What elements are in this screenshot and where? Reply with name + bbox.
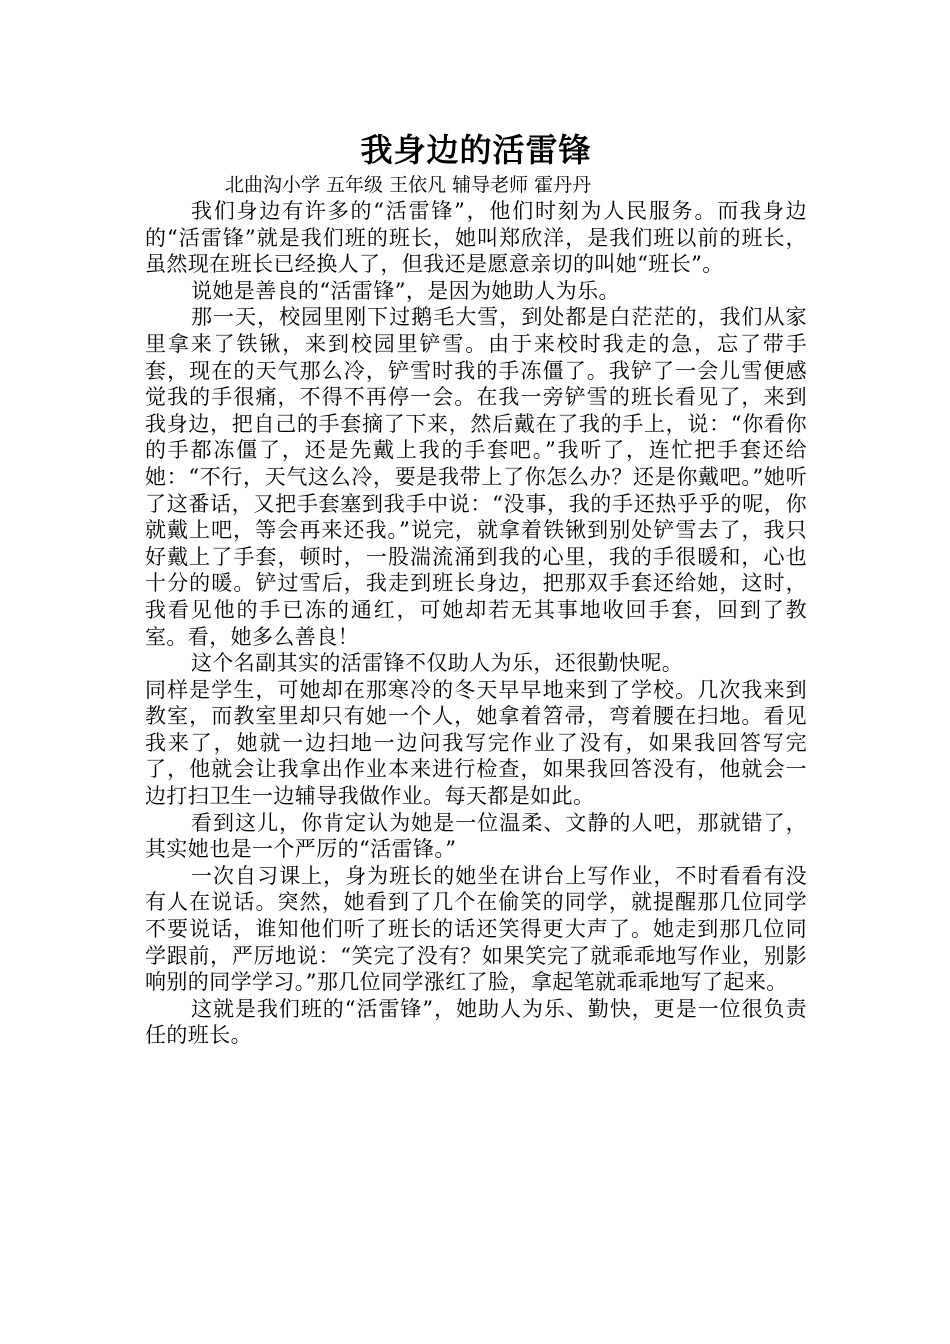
- paragraph-conclusion: 这就是我们班的“活雷锋”，她助人为乐、勤快，更是一位很负责任的班长。: [145, 996, 807, 1048]
- author-byline: 北曲沟小学 五年级 王依凡 辅导老师 霍丹丹: [225, 174, 592, 196]
- document-title: 我身边的活雷锋: [360, 131, 592, 169]
- paragraph-intro: 我们身边有许多的“活雷锋”，他们时刻为人民服务。而我身边的“活雷锋”就是我们班的班长，她叫郑欣洋，是我们班以前的班长，虽然现在班长已经换人了，但我还是愿意亲切的叫她“班长”。: [145, 199, 807, 277]
- document-page: [145, 128, 807, 1049]
- paragraph-diligent: 这个名副其实的活雷锋不仅助人为乐，还很勤快呢。: [191, 651, 684, 676]
- paragraph-snow-story: 那一天，校园里刚下过鹅毛大雪，到处都是白茫茫的，我们从家里拿来了铁锹，来到校园里铲雪。由于来校时我走的急，忘了带手套，现在的天气那么冷，铲雪时我的手冻僵了。我铲了一会儿雪便感觉我的手很痛，不得不再停一会。在我一旁铲雪的班长看见了，来到我身边，把自己的手套摘了下来，然后戴在了我的手上，说：“你看你的手都冻僵了，还是先戴上我的手套吧。”我听了，连忙把手套还给她：“不行，天气这么冷，要是我带上了你怎么办？还是你戴吧。”她听了这番话，又把手套塞到我手中说：“没事，我的手还热乎乎的呢，你就戴上吧，等会再来还我。”说完，就拿着铁锹到别处铲雪去了，我只好戴上了手套，顿时，一股湍流涌到我的心里，我的手很暖和，心也十分的暖。铲过雪后，我走到班长身边，把那双手套还给她，这时，我看见他的手已冻的通红，可她却若无其事地收回手套，回到了教室。看，她多么善良！: [145, 305, 807, 649]
- paragraph-study-hall: 一次自习课上，身为班长的她坐在讲台上写作业，不时看看有没有人在说话。突然，她看到了几个在偷笑的同学，就提醒那几位同学不要说话，谁知他们听了班长的话还笑得更大声了。她走到那几位同学跟前，严厉地说：“笑完了没有？如果笑完了就乖乖地写作业，别影响别的同学学习。”那几位同学涨红了脸，拿起笔就乖乖地写了起来。: [145, 863, 807, 995]
- paragraph-early-arrival: 同样是学生，可她却在那寒冷的冬天早早地来到了学校。几次我来到教室，而教室里却只有她一个人，她拿着笤帚，弯着腰在扫地。看见我来了，她就一边扫地一边问我写完作业了没有，如果我回答写完了，他就会让我拿出作业本来进行检查，如果我回答没有，他就会一边打扫卫生一边辅导我做作业。每天都是如此。: [145, 677, 807, 809]
- paragraph-strict: 看到这儿，你肯定认为她是一位温柔、文静的人吧，那就错了，其实她也是一个严厉的“活雷锋。”: [145, 810, 807, 862]
- paragraph-kind: 说她是善良的“活雷锋”，是因为她助人为乐。: [191, 278, 620, 303]
